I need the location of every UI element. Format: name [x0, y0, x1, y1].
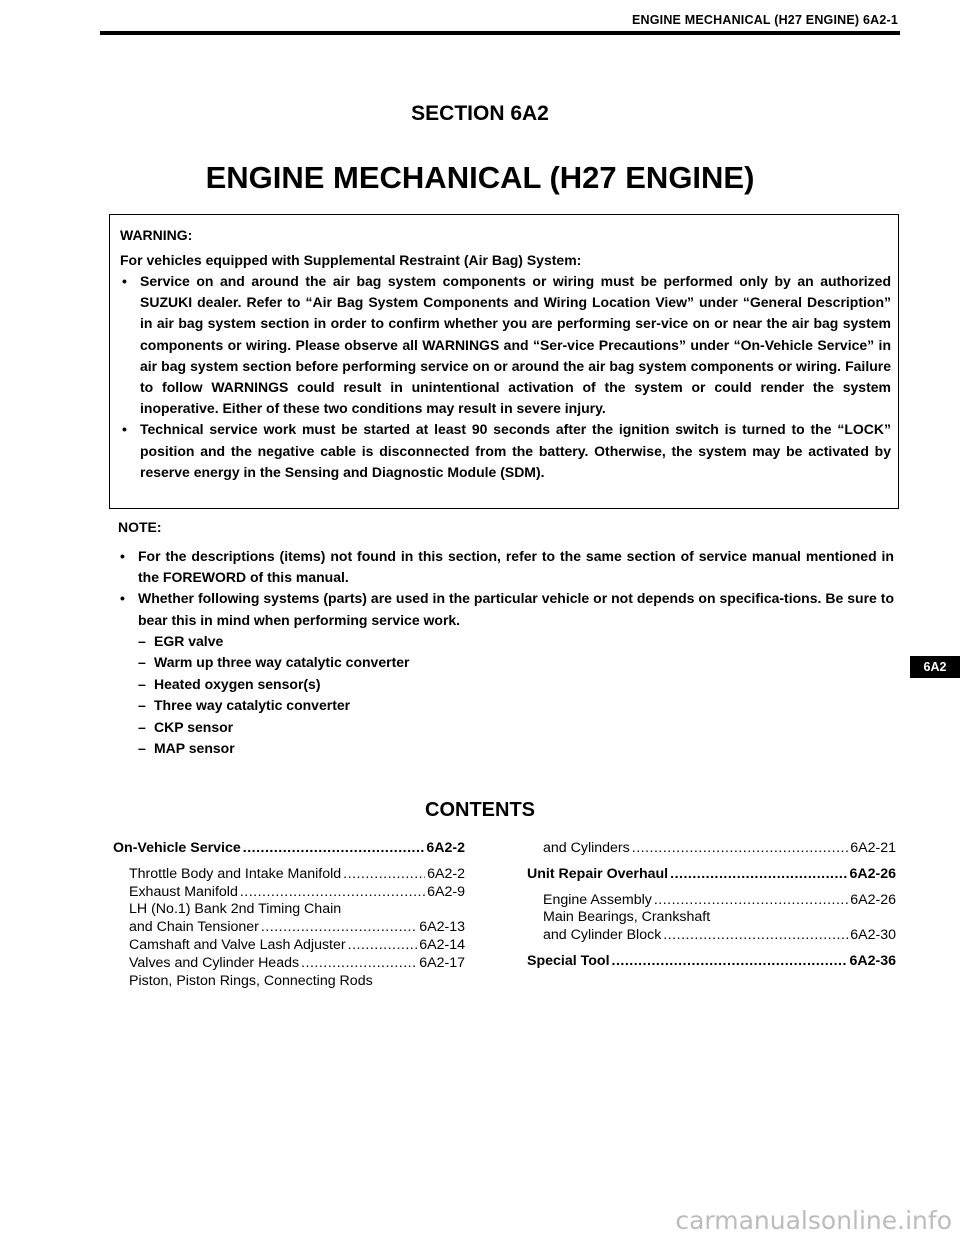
- warning-box: [109, 214, 899, 509]
- bullet-icon: •: [120, 548, 125, 564]
- toc-entry-unit-repair-overhaul[interactable]: Unit Repair Overhaul ..... 6A2-26: [527, 866, 896, 884]
- note-bullet: • Whether following systems (parts) are used in the particular vehicle or not depends on specifica-tions. Be sure to bear this in mind when performing service work.: [120, 590, 894, 628]
- warning-intro: For vehicles equipped with Supplemental Restraint (Air Bag) System:: [120, 252, 582, 268]
- bullet-icon: •: [122, 421, 127, 438]
- bullet-icon: •: [120, 590, 125, 607]
- list-item: – Heated oxygen sensor(s): [138, 675, 321, 692]
- section-tab: 6A2: [910, 656, 960, 678]
- toc-entry-valves[interactable]: Valves and Cylinder Heads ..... 6A2-17: [113, 955, 465, 973]
- toc-entry-timing-chain[interactable]: and Chain Tensioner ..... 6A2-13: [113, 919, 465, 937]
- contents-title: CONTENTS: [425, 799, 535, 821]
- warning-bullet-list: [120, 271, 891, 483]
- section-title: SECTION 6A2: [411, 102, 549, 125]
- list-item: – CKP sensor: [138, 718, 234, 735]
- warning-bullet: • Technical service work must be started at least 90 seconds after the ignition switch is turned to the “LOCK” position and the negative cable is disconnected from the battery. Otherwise, the system may be activated by reserve energy in the Sensing and Diagnostic Module (SDM).: [122, 421, 891, 480]
- toc-entry-on-vehicle-service[interactable]: On-Vehicle Service ..... 6A2-2: [113, 840, 465, 858]
- header-rule: [100, 31, 900, 35]
- toc-entry-cylinder-block[interactable]: and Cylinder Block ..... 6A2-30: [527, 927, 896, 945]
- systems-list: [118, 631, 894, 760]
- toc-entry-timing-chain-line1: LH (No.1) Bank 2nd Timing Chain: [129, 901, 342, 918]
- note-label: NOTE:: [118, 519, 162, 535]
- note-bullet: • For the descriptions (items) not found in this section, refer to the same section of service manual mentioned in the FOREWORD of this manual.: [120, 548, 894, 586]
- list-item: – EGR valve: [138, 632, 224, 649]
- bullet-icon: •: [122, 273, 127, 289]
- toc-entry-throttle-body[interactable]: Throttle Body and Intake Manifold ..... 6A2-2: [113, 866, 465, 884]
- watermark: carmanualsonline.info: [675, 1206, 952, 1235]
- toc-entry-camshaft[interactable]: Camshaft and Valve Lash Adjuster ..... 6A2-14: [113, 937, 465, 955]
- warning-bullet: • Service on and around the air bag system components or wiring must be performed only by an authorized SUZUKI dealer. Refer to “Air Bag System Components and Wiring Location View” under “General Description” in air bag system section in order to confirm whether you are performing ser-vice on or near the air bag system components or wiring. Please observe all WARNINGS and “Ser-vice Precautions” under “On-Vehicle Service” in air bag system section before performing service on or around the air bag system components or wiring. Failure to follow WARNINGS could result in unintentional activation of the system or could render the system inoperative. Either of these two conditions may result in severe injury.: [122, 273, 891, 417]
- page-title: ENGINE MECHANICAL (H27 ENGINE): [205, 160, 755, 195]
- toc-column-left: [113, 840, 465, 990]
- toc-entry-exhaust-manifold[interactable]: Exhaust Manifold ..... 6A2-9: [113, 884, 465, 902]
- toc-column-right: [527, 840, 896, 979]
- toc-entry-engine-assembly[interactable]: Engine Assembly ..... 6A2-26: [527, 892, 896, 910]
- warning-label: WARNING:: [120, 227, 193, 243]
- list-item: – MAP sensor: [138, 740, 235, 757]
- toc-entry-piston-line1: Piston, Piston Rings, Connecting Rods: [129, 972, 373, 989]
- note-block: [118, 517, 894, 760]
- list-item: – Three way catalytic converter: [138, 697, 351, 714]
- toc-entry-piston[interactable]: and Cylinders ..... 6A2-21: [527, 840, 896, 858]
- toc-entry-main-bearings-line1: Main Bearings, Crankshaft: [543, 909, 711, 926]
- toc-entry-special-tool[interactable]: Special Tool ..... 6A2-36: [527, 953, 896, 971]
- running-header: ENGINE MECHANICAL (H27 ENGINE) 6A2-1: [631, 13, 898, 27]
- note-bullet-list: [118, 546, 894, 631]
- list-item: – Warm up three way catalytic converter: [138, 654, 410, 671]
